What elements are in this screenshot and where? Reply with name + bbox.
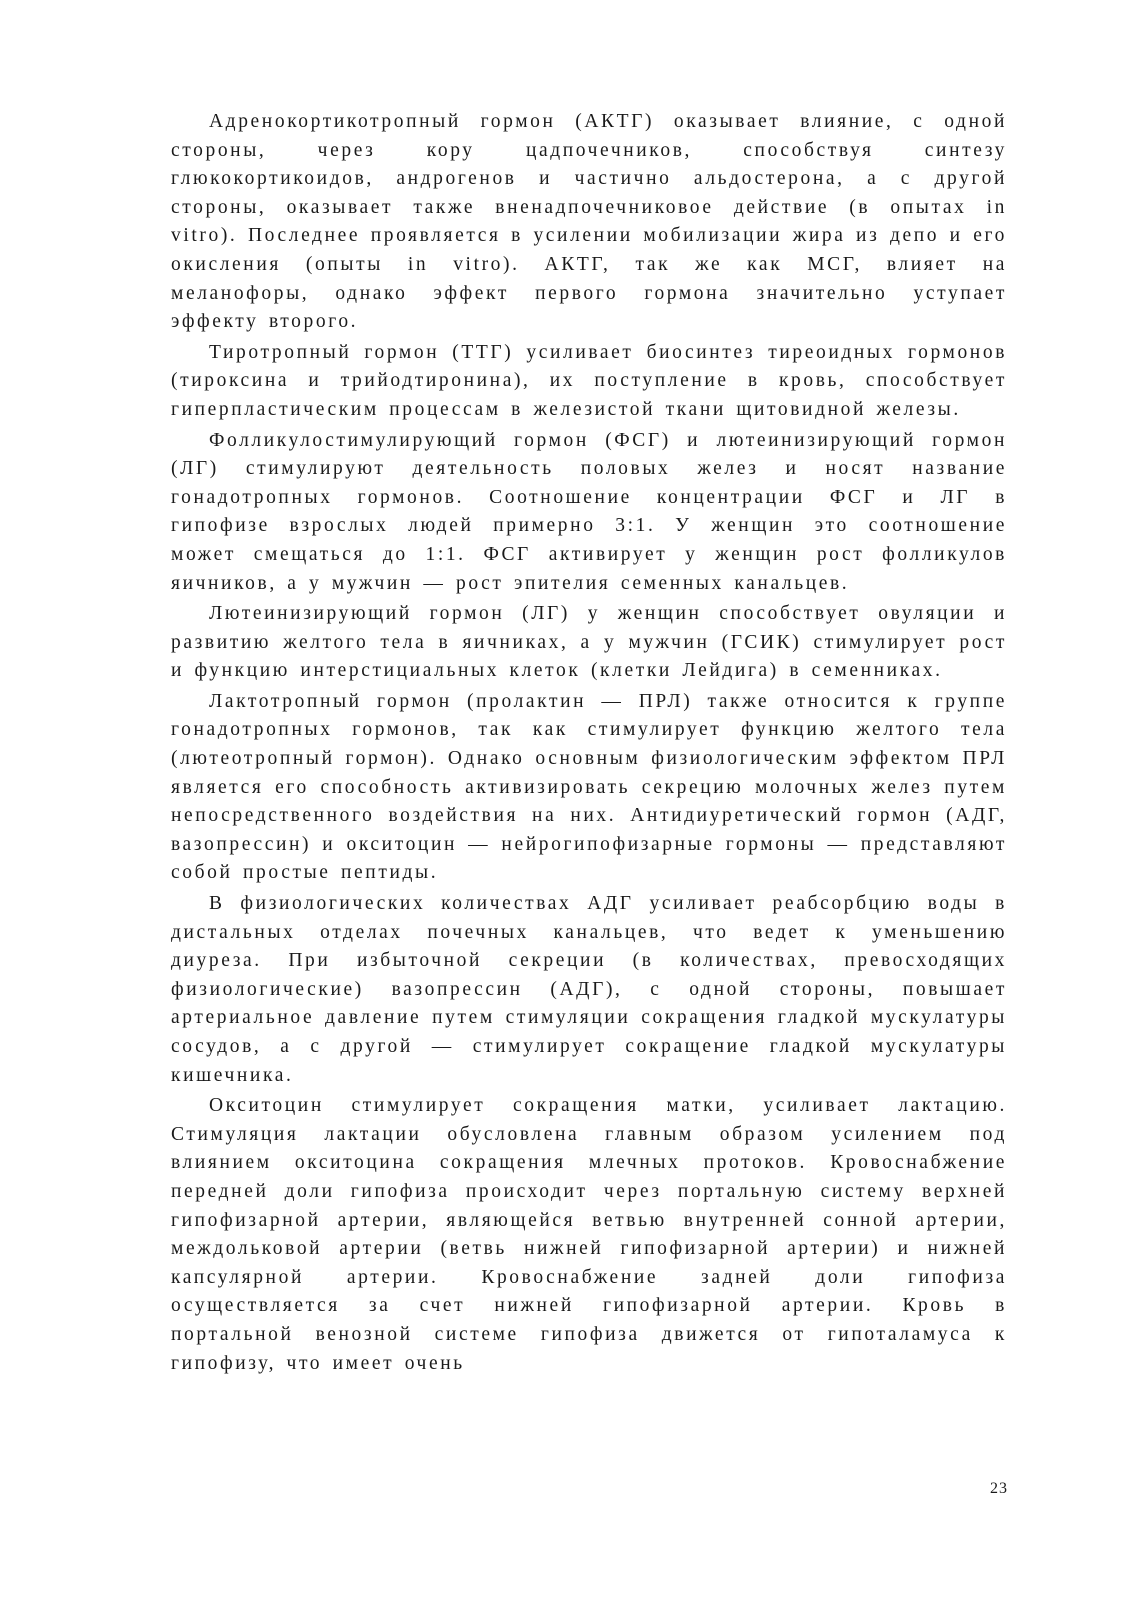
paragraph-adh: В физиологических количествах АДГ усиливает реабсорбцию воды в дистальных отделах почечных канальцев, что ведет к уменьшению диуреза. При избыточной секреции (в количествах, превосходящих физиологические) вазопрессин (АДГ), с одной стороны, повышает артериальное давление путем стимуляции сокращения гладкой мускулатуры сосудов, а с другой — стимулирует сокращение гладкой мускулатуры кишечника.: [171, 893, 1007, 1086]
body-text: [171, 108, 1007, 1380]
paragraph-prolactin: Лактотропный гормон (пролактин — ПРЛ) также относится к группе гонадотропных гормонов, так как стимулирует функцию желтого тела (лютеотропный гормон). Однако основным физиологическим эффектом ПРЛ является его способность активизировать секрецию молочных желез путем непосредственного воздействия на них. Антидиуретический гормон (АДГ, вазопрессин) и окситоцин — нейрогипофизарные гормоны — представляют собой простые пептиды.: [171, 690, 1007, 884]
page-number: 23: [990, 1480, 1008, 1497]
paragraph-lh: Лютеинизирующий гормон (ЛГ) у женщин способствует овуляции и развитию желтого тела в яичниках, а у мужчин (ГСИК) стимулирует рост и функцию интерстициальных клеток (клетки Лейдига) в семенниках.: [171, 603, 1007, 682]
paragraph-oxytocin: Окситоцин стимулирует сокращения матки, усиливает лактацию. Стимуляция лактации обусловлена главным образом усилением под влиянием окситоцина сокращения млечных протоков. Кровоснабжение передней доли гипофиза происходит через портальную систему верхней гипофизарной артерии, являющейся ветвью внутренней сонной артерии, междольковой артерии (ветвь нижней гипофизарной артерии) и нижней капсулярной артерии. Кровоснабжение задней доли гипофиза осуществляется за счет нижней гипофизарной артерии. Кровь в портальной венозной системе гипофиза движется от гипоталамуса к гипофизу, что имеет очень: [171, 1095, 1007, 1374]
paragraph-tsh: Тиротропный гормон (ТТГ) усиливает биосинтез тиреоидных гормонов (тироксина и трийодтиронина), их поступление в кровь, способствует гиперпластическим процессам в железистой ткани щитовидной железы.: [171, 341, 1007, 420]
paragraph-acth: Адренокортикотропный гормон (АКТГ) оказывает влияние, с одной стороны, через кору цадпочечников, способствуя синтезу глюкокортикоидов, андрогенов и частично альдостерона, а с другой стороны, оказывает также вненадпочечниковое действие (в опытах in vitro). Последнее проявляется в усилении мобилизации жира из депо и его окисления (опыты in vitro). АКТГ, так же как МСГ, влияет на меланофоры, однако эффект первого гормона значительно уступает эффекту второго.: [171, 111, 1007, 333]
paragraph-fsh-lh: Фолликулостимулирующий гормон (ФСГ) и лютеинизирующий гормон (ЛГ) стимулируют деятельность половых желез и носят название гонадотропных гормонов. Соотношение концентрации ФСГ и ЛГ в гипофизе взрослых людей примерно 3:1. У женщин это соотношение может смещаться до 1:1. ФСГ активирует у женщин рост фолликулов яичников, а у мужчин — рост эпителия семенных канальцев.: [171, 429, 1007, 594]
